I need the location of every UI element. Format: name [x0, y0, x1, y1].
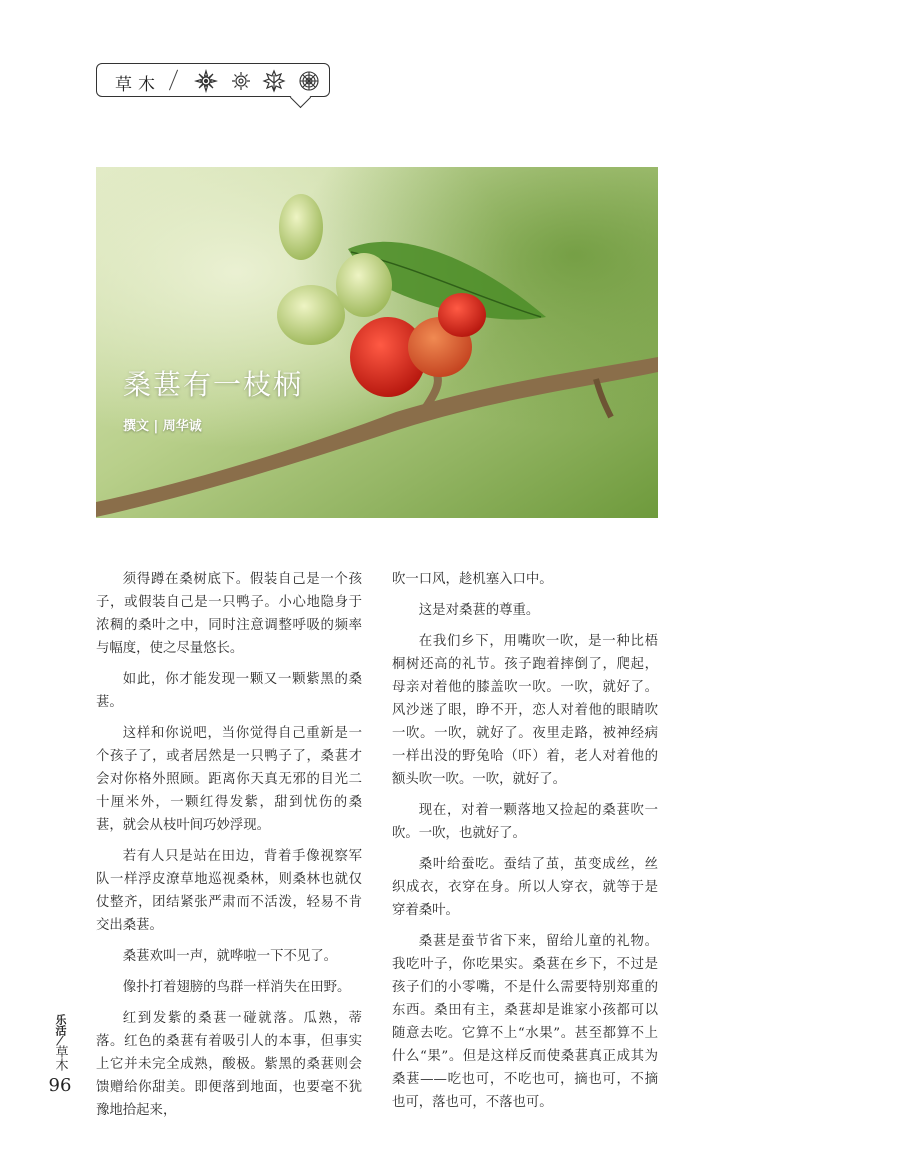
article-title: 桑葚有一枝柄: [123, 368, 304, 401]
hero-photo: [96, 167, 658, 518]
footer-category: 草木: [52, 1045, 68, 1071]
paragraph: 这是对桑葚的尊重。: [418, 603, 540, 618]
section-tag-label: 草木: [115, 75, 161, 95]
article-column-right: [392, 568, 658, 1122]
sunflower-icon: [194, 69, 218, 93]
paragraph: 须得蹲在桑树底下。假装自己是一个孩子，或假装自己是一只鸭子。小心地隐身于浓稠的桑叶之中，同时注意调整呼吸的频率与幅度，使之尽量悠长。: [96, 572, 362, 656]
paragraph: 像扑打着翅膀的鸟群一样消失在田野。: [122, 980, 351, 995]
paragraph: 桑葚是蚕节省下来，留给儿童的礼物。我吃叶子，你吃果实。桑葚在乡下，不过是孩子们的小零嘴，不是什么需要特别郑重的东西。桑田有主，桑葚却是谁家小孩都可以随意去吃。它算不上“水果”。甚至都算不上什么“果”。但是这样反而使桑葚真正成其为桑葚——吃也可，不吃也可，摘也可，不摘也可，落也可，不落也可。: [392, 934, 658, 1110]
leaf-icon: [262, 69, 286, 93]
paragraph: 现在，对着一颗落地又捡起的桑葚吹一吹。一吹，也就好了。: [392, 803, 658, 841]
article-byline: 撰文 | 周华诚: [123, 419, 202, 434]
page-footer: [46, 1014, 74, 1096]
paragraph-continued: 吹一口风，趁机塞入口中。: [392, 572, 553, 587]
paragraph: 这样和你说吧，当你觉得自己重新是一个孩子了，或者居然是一只鸭子了，桑葚才会对你格外照顾。距离你天真无邪的目光二十厘米外，一颗红得发紫，甜到忧伤的桑葚，就会从枝叶间巧妙浮现。: [96, 726, 362, 833]
paragraph: 若有人只是站在田边，背着手像视察军队一样浮皮潦草地巡视桑林，则桑林也就仅仗整齐，团结紧张严肃而不活泼，轻易不肯交出桑葚。: [96, 849, 362, 933]
paragraph: 在我们乡下，用嘴吹一吹，是一种比梧桐树还高的礼节。孩子跑着摔倒了，爬起，母亲对着他的膝盖吹一吹。一吹，就好了。风沙迷了眼，睁不开，恋人对着他的眼睛吹一吹。一吹，就好了。夜里走路，被神经病一样出没的野兔哈（吓）着，老人对着他的额头吹一吹。一吹，就好了。: [392, 634, 658, 787]
paragraph: 桑叶给蚕吃。蚕结了茧，茧变成丝，丝织成衣，衣穿在身。所以人穿衣，就等于是穿着桑叶。: [392, 857, 658, 918]
mulberry-branch-illustration: [96, 167, 658, 518]
paragraph: 红到发紫的桑葚一碰就落。瓜熟，蒂落。红色的桑葚有着吸引人的本事，但事实上它并未完全成熟，酸极。紫黑的桑葚则会馈赠给你甜美。即便落到地面，也要毫不犹豫地拾起来，: [96, 1011, 362, 1118]
sun-flower-icon: [229, 69, 253, 93]
page-number: 96: [48, 1075, 72, 1096]
footer-section: 乐活: [54, 1014, 67, 1036]
article-column-left: [96, 568, 362, 1130]
section-tag: [96, 63, 330, 97]
paragraph: 桑葚欢叫一声，就哗啦一下不见了。: [122, 949, 338, 964]
tag-divider: [169, 70, 178, 91]
paragraph: 如此，你才能发现一颗又一颗紫黑的桑葚。: [96, 672, 362, 710]
